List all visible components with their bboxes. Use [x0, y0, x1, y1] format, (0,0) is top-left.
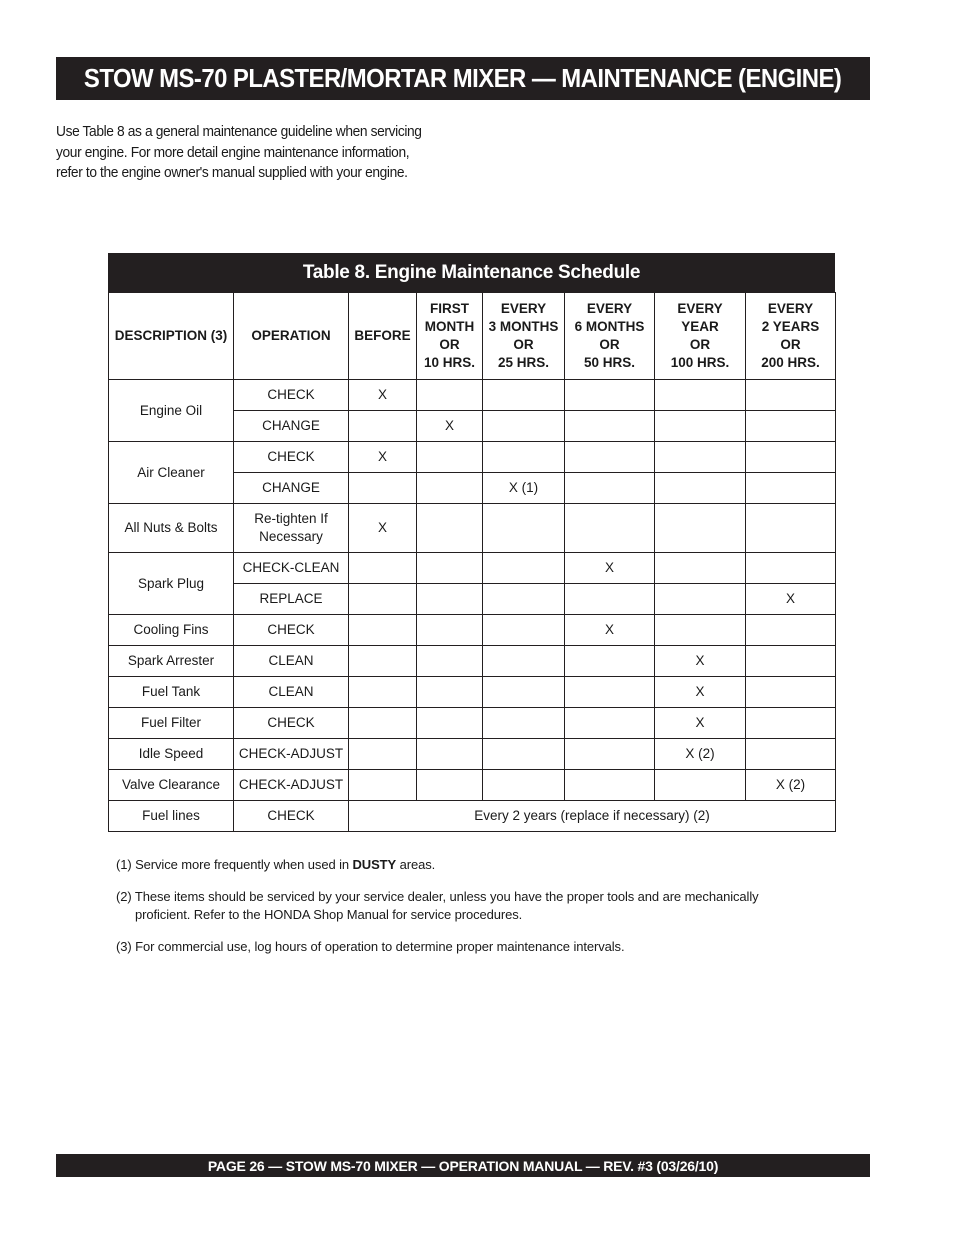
cell-before: X	[349, 442, 417, 473]
intro-line: Use Table 8 as a general maintenance guideline when servicing	[56, 124, 422, 140]
intro-line: your engine. For more detail engine maintenance information,	[56, 144, 410, 161]
row-operation: CHECK	[234, 442, 349, 473]
row-description: Fuel Tank	[109, 677, 234, 708]
table-row	[109, 553, 836, 584]
row-operation: CHECK-CLEAN	[234, 553, 349, 584]
footnote-1: (1) Service more frequently when used in DUSTY areas.	[116, 857, 436, 872]
table-row	[109, 380, 836, 411]
row-description: Valve Clearance	[109, 770, 234, 801]
row-operation: CLEAN	[234, 646, 349, 677]
header-every-2-years: EVERY 2 YEARS OR 200 HRS.	[746, 293, 836, 380]
header-every-year: EVERY YEAR OR 100 HRS.	[655, 293, 746, 380]
cell-every-2-years: X (2)	[746, 770, 836, 801]
maintenance-table	[108, 253, 835, 832]
table-row	[109, 615, 836, 646]
header-first-month: FIRST MONTH OR 10 HRS.	[417, 293, 483, 380]
row-description: Spark Arrester	[109, 646, 234, 677]
page-footer: PAGE 26 — STOW MS-70 MIXER — OPERATION MANUAL — REV. #3 (03/26/10)	[56, 1154, 870, 1177]
cell-span-note: Every 2 years (replace if necessary) (2)	[349, 801, 836, 832]
row-description: Engine Oil	[109, 380, 234, 442]
table-footnotes	[116, 856, 816, 970]
row-operation: CHANGE	[234, 411, 349, 442]
row-description: All Nuts & Bolts	[109, 504, 234, 553]
row-operation: CHECK-ADJUST	[234, 770, 349, 801]
page-title	[56, 57, 870, 100]
table-row	[109, 739, 836, 770]
table-header-row	[109, 293, 836, 380]
table-row	[109, 442, 836, 473]
table-row	[109, 770, 836, 801]
table-caption: Table 8. Engine Maintenance Schedule	[108, 253, 835, 292]
footnote-2: (2) These items should be serviced by your service dealer, unless you have the proper tools and are mechanically proficient. Refer to the HONDA Shop Manual for service procedures.	[116, 889, 759, 922]
row-operation: CHECK	[234, 708, 349, 739]
page-title-text: STOW MS-70 PLASTER/MORTAR MIXER — MAINTENANCE (ENGINE)	[84, 63, 842, 93]
row-description: Fuel lines	[109, 801, 234, 832]
intro-paragraph	[56, 122, 476, 184]
row-operation: REPLACE	[234, 584, 349, 615]
footnote-3: (3) For commercial use, log hours of operation to determine proper maintenance intervals.	[116, 939, 625, 954]
cell-every-year: X	[655, 708, 746, 739]
row-operation: CHANGE	[234, 473, 349, 504]
table-row	[109, 708, 836, 739]
table-row	[109, 504, 836, 553]
row-operation: CHECK	[234, 380, 349, 411]
table-row	[109, 801, 836, 832]
row-operation: Re-tighten If Necessary	[234, 504, 349, 553]
row-description: Cooling Fins	[109, 615, 234, 646]
row-operation: CHECK	[234, 615, 349, 646]
header-before: BEFORE	[349, 293, 417, 380]
cell-every-year: X (2)	[655, 739, 746, 770]
header-operation: OPERATION	[234, 293, 349, 380]
cell-before: X	[349, 504, 417, 553]
row-description: Air Cleaner	[109, 442, 234, 504]
row-description: Idle Speed	[109, 739, 234, 770]
cell-every-year: X	[655, 646, 746, 677]
row-operation: CHECK	[234, 801, 349, 832]
row-description: Fuel Filter	[109, 708, 234, 739]
row-operation: CLEAN	[234, 677, 349, 708]
intro-line: refer to the engine owner's manual supplied with your engine.	[56, 165, 408, 181]
row-operation: CHECK-ADJUST	[234, 739, 349, 770]
cell-first-month: X	[417, 411, 483, 442]
cell-every-3-months: X (1)	[483, 473, 565, 504]
header-every-3-months: EVERY 3 MONTHS OR 25 HRS.	[483, 293, 565, 380]
cell-every-year: X	[655, 677, 746, 708]
schedule-table	[108, 292, 836, 832]
table-row	[109, 677, 836, 708]
cell-before: X	[349, 380, 417, 411]
cell-every-2-years: X	[746, 584, 836, 615]
cell-every-6-months: X	[565, 615, 655, 646]
table-row	[109, 646, 836, 677]
cell-every-6-months: X	[565, 553, 655, 584]
row-description: Spark Plug	[109, 553, 234, 615]
header-every-6-months: EVERY 6 MONTHS OR 50 HRS.	[565, 293, 655, 380]
header-description: DESCRIPTION (3)	[109, 293, 234, 380]
